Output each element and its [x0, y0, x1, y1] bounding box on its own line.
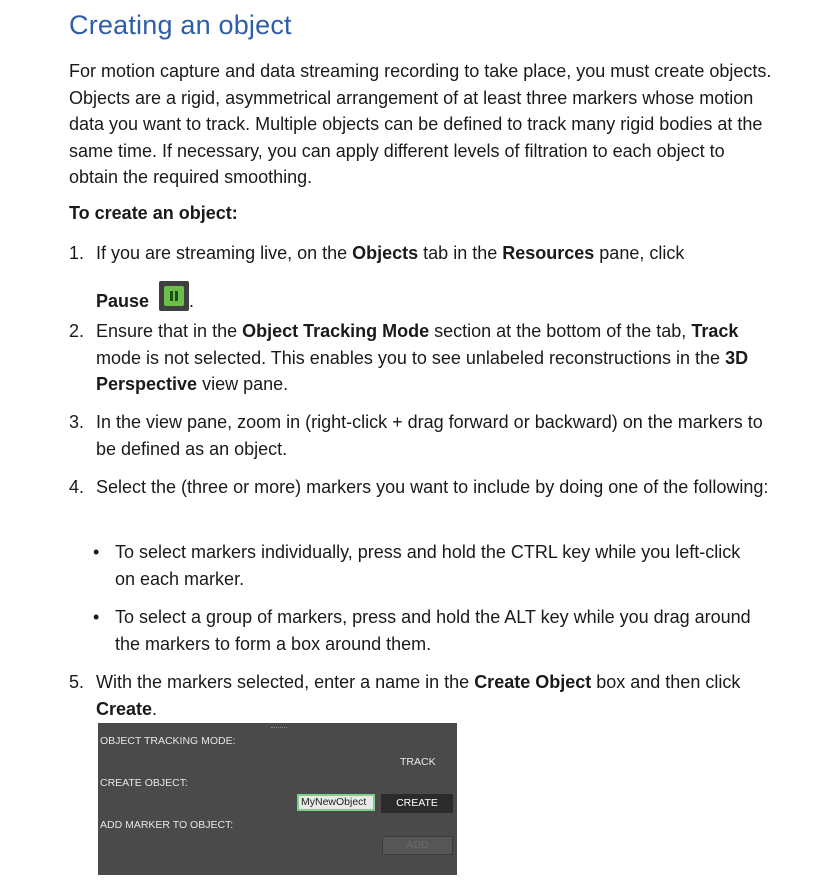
track-button[interactable]: TRACK	[400, 756, 436, 768]
step-3: 3. In the view pane, zoom in (right-click + drag forward or backward) on the markers to be defined as an object.	[69, 409, 774, 462]
create-button[interactable]: CREATE	[381, 794, 453, 813]
step-1: 1. If you are streaming live, on the Objects tab in the Resources pane, click Pause .	[69, 240, 774, 314]
bullet-item: • To select a group of markers, press and hold the ALT key while you drag around the markers to form a box around them.	[93, 604, 753, 657]
bullet-icon: •	[93, 607, 100, 627]
create-object-label: CREATE OBJECT:	[100, 777, 188, 789]
step-4: 4. Select the (three or more) markers you want to include by doing one of the following:	[69, 474, 774, 501]
pause-icon	[159, 281, 189, 311]
intro-paragraph: For motion capture and data streaming recording to take place, you must create objects. Objects are a rigid, asymmetrical arrangement of at least three markers whose motion data you want to track. Multiple objects can be defined to track many rigid bodies at the same time. If necessary, you can apply different levels of filtration to each object to obtain the required smoothing.	[69, 61, 772, 188]
step-number: 3.	[69, 412, 85, 432]
add-marker-label: ADD MARKER TO OBJECT:	[100, 819, 234, 831]
step-number: 1.	[69, 243, 85, 263]
step-number: 4.	[69, 477, 85, 497]
step-number: 2.	[69, 321, 85, 341]
step-number: 5.	[69, 672, 85, 692]
object-name-input[interactable]: MyNewObject	[297, 794, 375, 811]
object-panel-screenshot	[98, 723, 457, 875]
step-2: 2. Ensure that in the Object Tracking Mode section at the bottom of the tab, Track mode is not selected. This enables you to see unlabeled reconstructions in the 3D Perspective view pane.	[69, 318, 774, 398]
bullet-icon: •	[93, 542, 100, 562]
tracking-mode-label: OBJECT TRACKING MODE:	[100, 735, 236, 747]
add-button[interactable]: ADD	[382, 836, 453, 855]
bullet-item: • To select markers individually, press and hold the CTRL key while you left-click on each marker.	[93, 539, 753, 592]
step-5: 5. With the markers selected, enter a name in the Create Object box and then click Create.	[69, 669, 774, 722]
panel-grip[interactable]	[271, 727, 287, 730]
procedure-heading: To create an object:	[69, 203, 238, 223]
section-title: Creating an object	[69, 10, 292, 40]
